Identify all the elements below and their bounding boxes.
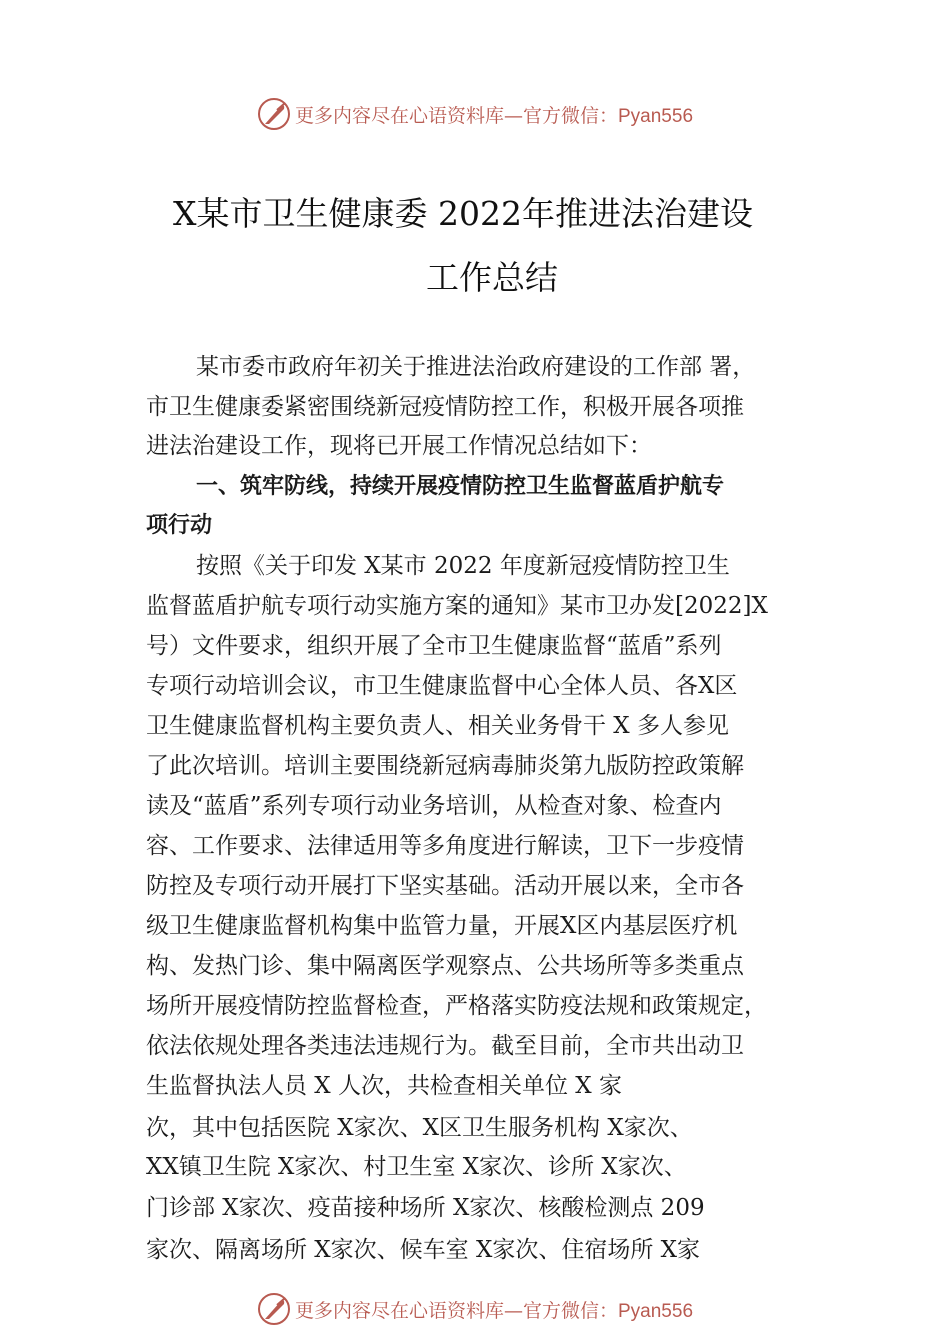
section-heading-1-line-1: 一、筑牢防线，持续开展疫情防控卫生监督蓝盾护航专 <box>196 474 725 499</box>
body-line-15: 级卫生健康监督机构集中监管力量，开展X区内基层医疗机 <box>146 913 738 939</box>
body-line-16: 构、发热门诊、集中隔离医学观察点、公共场所等多类重点 <box>146 953 744 979</box>
section-heading-1-line-2: 项行动 <box>146 513 213 538</box>
body-line-23: 家次、隔离场所 X家次、候车室 X家次、住宿场所 X家 <box>146 1237 701 1263</box>
watermark-footer <box>0 1289 950 1329</box>
feather-pen-logo-icon <box>257 97 291 131</box>
body-line-19: 生监督执法人员 X 人次，共检查相关单位 X 家 <box>146 1073 622 1099</box>
body-line-20: 次，其中包括医院 X家次、X区卫生服务机构 X家次、 <box>146 1115 693 1141</box>
body-line-13: 容、工作要求、法律适用等多角度进行解读，卫下一步疫情 <box>146 833 744 859</box>
watermark-label: 更多内容尽在心语资料库—官方微信： <box>294 104 618 127</box>
watermark-header <box>0 94 950 134</box>
watermark-text <box>295 1296 693 1323</box>
watermark-label: 更多内容尽在心语资料库—官方微信： <box>294 1299 618 1322</box>
body-line-6: 按照《关于印发 X某市 2022 年度新冠疫情防控卫生 <box>196 553 730 579</box>
watermark-wechat-id: Pyan556 <box>618 105 694 127</box>
watermark-text <box>295 101 693 128</box>
body-line-22: 门诊部 X家次、疫苗接种场所 X家次、核酸检测点 209 <box>146 1195 705 1221</box>
body-line-1: 某市委市政府年初关于推进法治政府建设的工作部 署， <box>196 354 756 380</box>
body-line-11: 了此次培训。培训主要围绕新冠病毒肺炎第九版防控政策解 <box>146 753 744 779</box>
feather-pen-logo-icon <box>257 1292 291 1326</box>
body-line-18: 依法依规处理各类违法违规行为。截至目前，全市共出动卫 <box>146 1033 744 1059</box>
watermark-wechat-id: Pyan556 <box>618 1300 694 1322</box>
body-line-7: 监督蓝盾护航专项行动实施方案的通知》某市卫办发[2022]X <box>146 593 768 619</box>
body-line-9: 专项行动培训会议，市卫生健康监督中心全体人员、各X区 <box>146 673 738 699</box>
body-line-2: 市卫生健康委紧密围绕新冠疫情防控工作，积极开展各项推 <box>146 394 744 420</box>
body-line-10: 卫生健康监督机构主要负责人、相关业务骨干 X 多人参见 <box>146 713 729 739</box>
body-line-12: 读及“蓝盾”系列专项行动业务培训，从检查对象、检查内 <box>146 793 722 819</box>
body-line-14: 防控及专项行动开展打下坚实基础。活动开展以来，全市各 <box>146 873 744 899</box>
body-line-17: 场所开展疫情防控监督检查，严格落实防疫法规和政策规定， <box>146 993 767 1019</box>
document-title-line-1: X某市卫生健康委 2022年推进法治建设 <box>173 194 753 233</box>
body-line-21: XX镇卫生院 X家次、村卫生室 X家次、诊所 X家次、 <box>146 1154 687 1180</box>
body-line-8: 号）文件要求，组织开展了全市卫生健康监督“蓝盾”系列 <box>146 633 722 659</box>
document-title-line-2: 工作总结 <box>426 258 558 297</box>
body-line-3: 进法治建设工作，现将已开展工作情况总结如下： <box>146 433 652 459</box>
